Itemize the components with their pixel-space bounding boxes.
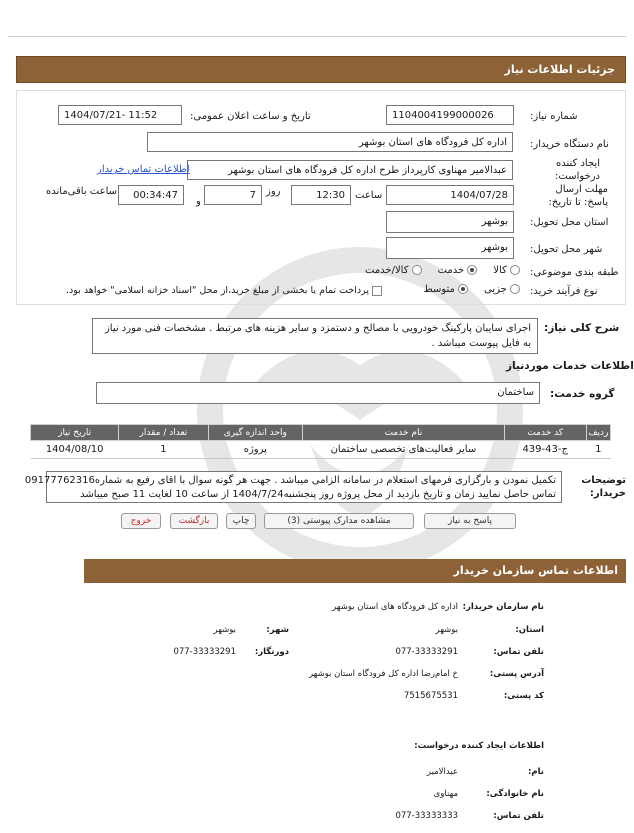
org-label: نام سازمان خریدار: xyxy=(462,602,544,612)
back-button[interactable]: بازگشت xyxy=(170,513,218,529)
province-field: بوشهر xyxy=(386,211,514,233)
services-table xyxy=(30,424,611,459)
province-contact-label: استان: xyxy=(515,625,544,635)
category-radio-goods[interactable] xyxy=(510,265,520,275)
col-row: ردیف xyxy=(586,425,610,441)
cell-name: سایر فعالیت‌های تخصصی ساختمان xyxy=(303,441,505,459)
notes-box xyxy=(24,471,562,503)
address-label: آدرس پستی: xyxy=(489,669,544,679)
print-button[interactable]: چاپ xyxy=(226,513,256,529)
province-contact-value: بوشهر xyxy=(435,625,458,635)
city-contact-label: شهر: xyxy=(266,625,289,635)
postal-value: 7515675531 xyxy=(403,691,458,701)
process-radio-group xyxy=(400,284,520,295)
province-label: استان محل تحویل: xyxy=(530,217,609,228)
buyer-contact-link[interactable]: اطلاعات تماس خریدار xyxy=(97,164,190,175)
days-field: 7 xyxy=(204,185,262,205)
attachments-button[interactable]: مشاهده مدارک پیوستی (3) xyxy=(264,513,414,529)
category-radio-group xyxy=(330,265,520,276)
creator-name-value: عبدالامیر xyxy=(426,767,458,777)
col-qty: تعداد / مقدار xyxy=(119,425,208,441)
creator-phone-label: تلفن تماس: xyxy=(493,811,544,821)
remaining-label: ساعت باقی‌مانده xyxy=(46,186,118,197)
exit-button[interactable]: خروج xyxy=(121,513,161,529)
creator-family-label: نام خانوادگی: xyxy=(486,789,544,799)
services-table-header xyxy=(31,425,611,441)
cell-row: 1 xyxy=(586,441,610,459)
process-option-medium: متوسط xyxy=(423,284,455,295)
cell-code: ج-43-439 xyxy=(504,441,586,459)
creator-family-value: مهناوی xyxy=(433,789,458,799)
creator-contact-title: اطلاعات ایجاد کننده درخواست: xyxy=(414,741,544,751)
creator-label: ایجاد کننده درخواست: xyxy=(555,158,600,182)
day-label: روز xyxy=(266,186,281,197)
creator-name-label: نام: xyxy=(527,767,544,777)
org-value: اداره کل فرودگاه های استان بوشهر xyxy=(332,602,458,612)
city-contact-value: بوشهر xyxy=(213,625,236,635)
category-label: طبقه بندی موضوعی: xyxy=(530,267,619,278)
process-label: نوع فرآیند خرید: xyxy=(530,286,598,297)
cell-qty: 1 xyxy=(119,441,208,459)
cell-date: 1404/08/10 xyxy=(31,441,119,459)
process-option-minor: جزیی xyxy=(483,284,507,295)
service-group-label: گروه خدمت: xyxy=(550,388,615,400)
announce-label: تاریخ و ساعت اعلان عمومی: xyxy=(190,111,311,122)
and-label: و xyxy=(196,196,201,207)
buyer-label: نام دستگاه خریدار: xyxy=(530,139,609,150)
col-unit: واحد اندازه گیری xyxy=(208,425,303,441)
payment-note-row xyxy=(46,285,382,296)
top-divider xyxy=(8,36,626,37)
city-label: شهر محل تحویل: xyxy=(530,244,603,255)
deadline-label: مهلت ارسال پاسخ: تا تاریخ: xyxy=(548,184,608,208)
cell-unit: پروژه xyxy=(208,441,303,459)
phone-contact-value: 077-33333291 xyxy=(395,647,458,657)
category-option-service: خدمت xyxy=(437,265,465,276)
payment-checkbox[interactable] xyxy=(372,286,382,296)
description-box: اجرای سایبان پارکینگ خودرویی با مصالح و دستمزد و سایر هزینه های مرتبط . مشخصات فنی مورد نیاز به فایل پیوست میباشد . xyxy=(92,318,538,354)
col-code: کد خدمت xyxy=(504,425,586,441)
process-radio-medium[interactable] xyxy=(458,284,468,294)
services-section-title: اطلاعات خدمات موردنیاز xyxy=(506,360,634,372)
payment-note: پرداخت تمام یا بخشی از مبلغ خرید،از محل "اسناد خزانه اسلامی" خواهد بود. xyxy=(66,285,369,296)
notes-line-1: تکمیل نمودن و بارگزاری فرمهای استعلام در سامانه الزامی میباشد . جهت هر گونه سوال با اقای رفیع به شماره09177762316 xyxy=(24,475,556,486)
address-value: خ امام‌رضا اداره کل فرودگاه استان بوشهر xyxy=(308,669,458,679)
category-radio-both[interactable] xyxy=(412,265,422,275)
creator-field: عبدالامیر مهناوی کارپرداز طرح اداره کل فرودگاه های استان بوشهر xyxy=(187,160,513,180)
table-row xyxy=(31,441,611,459)
notes-line-2: تماس حاصل نمایید زمان و تاریخ بازدید از محل پروژه روز پنجشنبه1404/7/24 از ساعت 10 لغایت 11 صبح میباشد xyxy=(80,489,556,500)
remaining-time-field: 00:34:47 xyxy=(118,185,184,205)
col-name: نام خدمت xyxy=(303,425,505,441)
time-label: ساعت xyxy=(355,190,383,201)
fax-value: 077-33333291 xyxy=(173,647,236,657)
postal-label: کد پستی: xyxy=(503,691,544,701)
creator-phone-value: 077-33333333 xyxy=(395,811,458,821)
col-date: تاریخ نیاز xyxy=(31,425,119,441)
category-radio-service[interactable] xyxy=(467,265,477,275)
reply-button[interactable]: پاسخ به نیاز xyxy=(424,513,516,529)
need-number-label: شماره نیاز: xyxy=(530,111,578,122)
page-header: جزئیات اطلاعات نیاز xyxy=(16,56,626,83)
service-group-field: ساختمان xyxy=(96,382,540,404)
category-option-both: کالا/خدمت xyxy=(365,265,409,276)
deadline-date-field: 1404/07/28 xyxy=(386,185,514,205)
city-field: بوشهر xyxy=(386,237,514,259)
need-number-field: 1104004199000026 xyxy=(386,105,514,125)
fax-label: دورنگار: xyxy=(254,647,289,657)
process-radio-minor[interactable] xyxy=(510,284,520,294)
description-label: شرح کلی نیاز: xyxy=(544,322,620,334)
announce-field: 1404/07/21- 11:52 xyxy=(58,105,182,125)
category-option-goods: کالا xyxy=(493,265,507,276)
phone-contact-label: تلفن تماس: xyxy=(493,647,544,657)
buyer-contact-header: اطلاعات تماس سازمان خریدار xyxy=(84,559,626,583)
notes-label: توضیحات خریدار: xyxy=(581,475,626,499)
deadline-time-field: 12:30 xyxy=(291,185,351,205)
buyer-field: اداره کل فرودگاه های استان بوشهر xyxy=(147,132,513,152)
